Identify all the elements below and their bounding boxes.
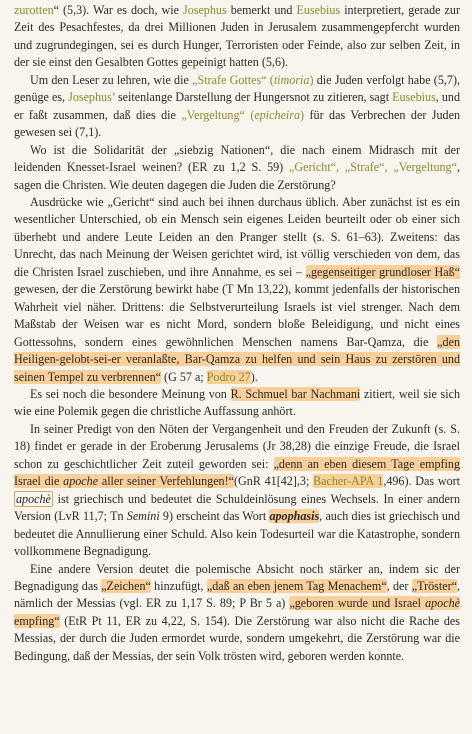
text-run: Ausdrücke wie „Gericht“ sind auch bei ihnen durchaus üblich. Aber zunächst ist es ein wesentlicher Unterschied, ob ein Mensch sein eigenes Leiden beurteilt oder ob einer sich überhebt und andere Leute Leiden an den Pranger stellt (s. S. 61–63). Zweitens: das Unrecht, das nach Meinung der Weisen gerichtet wird, ist völlig verschieden von dem, das die Christen Israel zuschieben, und ihre Annahme, es sei – (14, 194, 460, 279)
paragraph (14, 561, 460, 666)
paragraph (14, 72, 460, 142)
text-run: Es sei noch die besondere Meinung von (30, 386, 231, 401)
highlighted-text: „geboren wurde und Israel (289, 596, 426, 611)
highlighted-text: „daß an eben jenem Tag Menachem“ (206, 578, 387, 593)
colored-term: Eusebius (296, 3, 341, 17)
colored-term: Eusebius (392, 90, 436, 105)
text-run: Wo ist die Solidarität der „siebzig Nationen“, die nach einem Midrasch mit der leidenden Knesset-Israel weinen? (ER zu 1,2 S. 59) (14, 142, 460, 175)
text-run: ist griechisch und bedeutet die Schuldeinlösung eines Wechsels. In einer andern Version (LvR 11,7; Tn (14, 491, 460, 524)
text-run: , der (386, 578, 412, 593)
paragraph (14, 421, 460, 561)
text-run: seitenlange Darstellung der Hungersnot zu zitieren, sagt (114, 90, 393, 105)
paragraph (14, 386, 460, 421)
highlighted-text: apochè (425, 596, 460, 611)
text-run: bemerkt und (226, 3, 297, 17)
outlined-term: apochè (16, 491, 51, 506)
highlighted-text: „denn an eben diesem Tage empfing Israel die (14, 456, 460, 489)
text-run: , nämlich der Messias (vgl. ER zu 1,17 S. 89; P Br 5 a) (14, 578, 461, 611)
highlighted-text: R. Schmuel bar Nachmani (230, 386, 361, 401)
highlighted-text: apophasis (269, 509, 320, 524)
paragraph (14, 2, 460, 72)
highlighted-text: Bacher-APA 1 (313, 474, 384, 489)
text-run: , auch dies ist griechisch und bedeutet die Annullierung einer Schuld. Also kein Todesurteil war die Katastrophe, sondern vollkommene Begnadigung. (14, 509, 461, 559)
text-run: , sagen die Christen. Wie deuten dagegen die Juden die Zerstörung? (14, 160, 460, 192)
text-run: “ (5,3). War es doch, wie (53, 3, 183, 17)
text-run: 9) erscheint das Wort (159, 509, 270, 524)
italic-term: Semini (126, 509, 160, 524)
highlighted-text: empfing“ (14, 613, 60, 628)
text-run: In seiner Predigt von den Nöten der Vergangenheit und den Freuden der Zukunft (s. S. 18) findet er gerade in der Eroberung Jerusalems (Jr 38,28) die einzige Freude, die Israel schon zu geschichtlicher Zeit zuteil geworden sei: (14, 421, 460, 471)
colored-term: timoria (273, 72, 310, 87)
highlighted-text: „den Heiligen-gelobt-sei-er veranlaßte, Bar-Qamza zu helfen und sein Haus zu zerstören und seinen Tempel zu verbrennen“ (14, 334, 460, 384)
text-run: Eine andere Version deutet die polemische Absicht noch stärker an, indem sic der Begnadigung das (14, 561, 460, 593)
colored-term: zurotten (14, 3, 54, 17)
colored-term: „Gericht“, „Strafe“, „Vergeltung“ (289, 160, 457, 175)
text-run: ,496). Das wort (383, 474, 461, 489)
colored-term: Josephus’ (68, 90, 115, 105)
highlighted-text: „Tröster“ (411, 578, 457, 593)
text-run: ). (250, 369, 258, 384)
text-run: zitiert, weil sie sich wie eine Polemik gegen die christliche Auffassung anhört. (14, 386, 461, 419)
highlighted-text: aller seiner Verfehlungen!“ (98, 474, 235, 489)
text-run: , und er faßt zusammen, daß dies die (14, 90, 461, 122)
highlighted-text: apoche (63, 474, 99, 489)
text-run: die Juden verfolgt habe (5,7), genüge es, (14, 72, 461, 105)
colored-term: ) (309, 72, 314, 87)
text-run: gewesen, der die Zerstörung bewirkt habe (T Mn 13,22), kommt jedenfalls der historischen Wahrheit viel näher. Drittens: die Selbstverurteilung Israels ist viel strenger. Nach dem Maßstab der Weisen war es nicht Mord, sondern bloße Beleidigung, und nicht eines Gottessohns, sondern eines gewöhnlichen Menschen namens Bar-Qamza, die (14, 282, 460, 349)
text-run: für das Verbrechen der Juden gewesen sei (7,1). (14, 107, 461, 140)
colored-term: „Strafe Gottes“ ( (192, 72, 274, 87)
text-run: (GnR 41[42],3; (234, 474, 314, 489)
text-run: Um den Leser zu lehren, wie die (30, 72, 193, 87)
highlighted-text: „gegenseitiger grundloser Haß“ (305, 264, 460, 279)
colored-term: ) (300, 107, 305, 122)
highlighted-text: Podro 27 (206, 369, 251, 384)
colored-term: epicheira (254, 107, 301, 122)
text-run: hinzufügt, (150, 578, 207, 593)
colored-term: Josephus (182, 3, 227, 17)
text-run: (EtR Pt 11, ER zu 4,22, S. 154). Die Zerstörung war also nicht die Rache des Messias, der durch die Juden ermordet wurde, sondern umgekehrt, die Zerstörung war die Bedingung, daß der Messias, der sein Volk trösten wird, geboren werden konnte. (14, 613, 460, 663)
paragraph (14, 194, 460, 386)
text-run: interpretiert, gerade zur Zeit des Pesachfestes, da drei Millionen Juden in Jerusalem zusammengepfercht wurden und zugrundegingen, sei es durch Hunger, Terroristen oder Feinde, also zur selben Zeit, in der sie einst den Gesalbten Gottes gepeinigt hatten (5,6). (14, 3, 460, 70)
colored-term: „Vergeltung“ ( (181, 107, 255, 122)
text-run: (G 57 a; (161, 369, 207, 384)
highlighted-text: „Zeichen“ (101, 578, 151, 593)
paragraph (14, 142, 460, 194)
